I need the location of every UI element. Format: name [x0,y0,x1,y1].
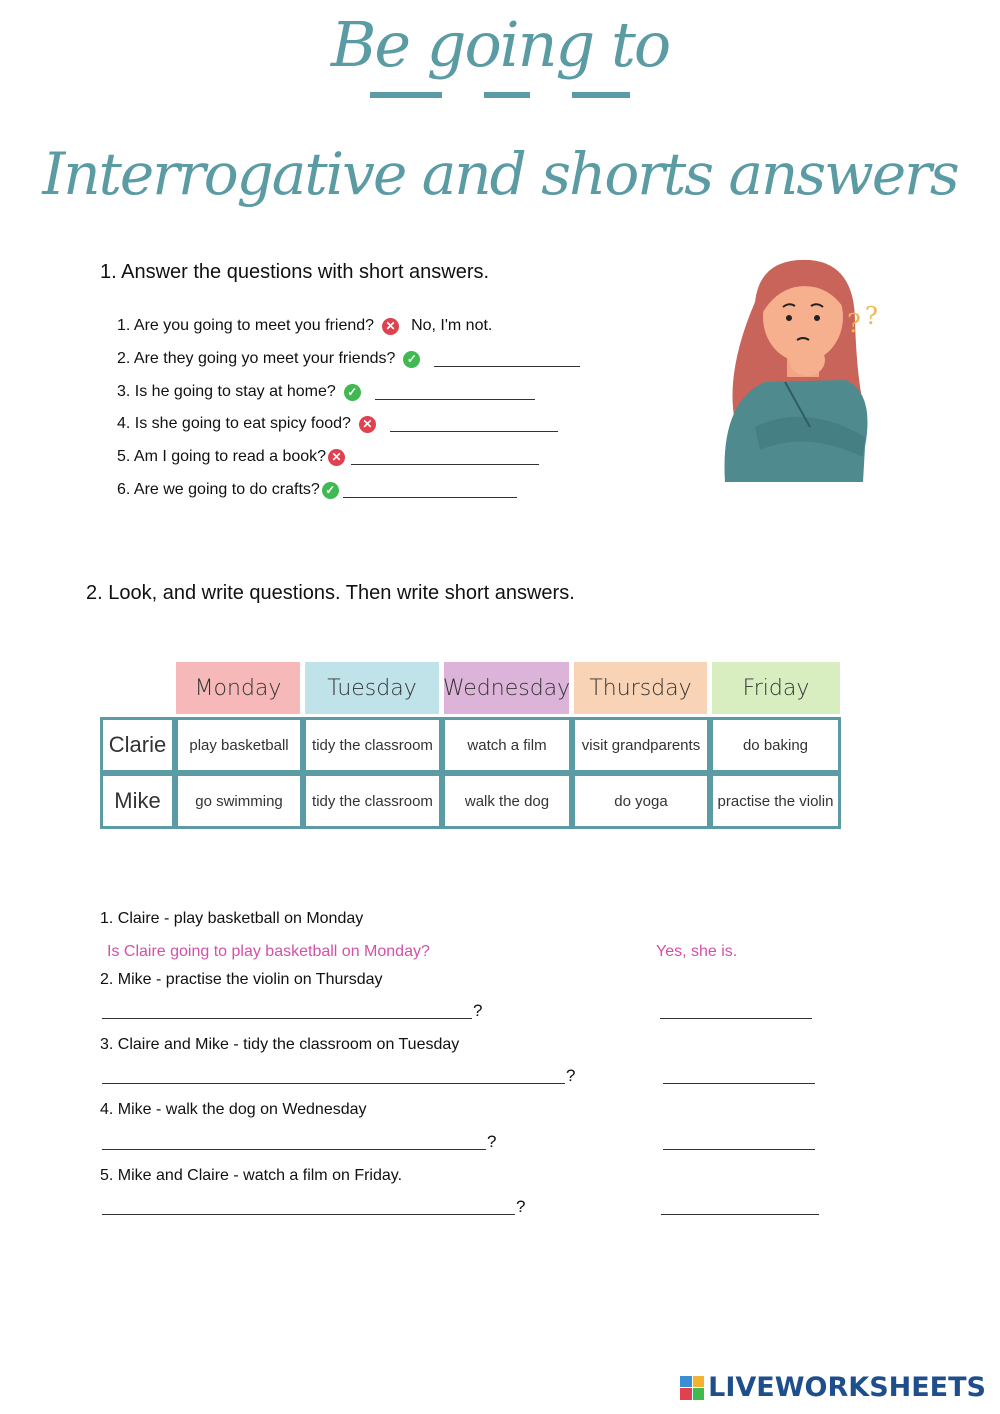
activity-cell: watch a film [442,717,572,773]
question-mark: ? [566,1066,576,1085]
question-4 [117,415,558,433]
answer-field[interactable] [663,1149,815,1150]
question-field[interactable] [102,1149,486,1150]
activity-cell: play basketball [175,717,303,773]
check-icon: ✓ [403,351,420,368]
question-field[interactable] [102,1018,472,1019]
liveworksheets-badge-icon [680,1376,704,1400]
answer-field[interactable] [343,483,517,498]
answer-field[interactable] [660,1018,812,1019]
example-question: Is Claire going to play basketball on Monday? [107,943,430,960]
cross-icon: ✕ [328,449,345,466]
question-6 [117,481,517,499]
section2-heading: 2. Look, and write questions. Then write short answers. [86,582,575,604]
prompt-1: 1. Claire - play basketball on Monday [100,910,364,927]
activity-cell: tidy the classroom [303,773,442,829]
question-text: 2. Are they going yo meet your friends? [117,350,396,367]
answer-field[interactable] [663,1083,815,1084]
question-mark: ? [516,1197,526,1216]
answer-field[interactable] [351,450,539,465]
question-text: 1. Are you going to meet you friend? [117,317,375,334]
activity-cell: practise the violin [710,773,841,829]
question-3 [117,383,535,401]
day-header-wednesday: Wednesday [444,662,569,714]
cross-icon: ✕ [382,318,399,335]
day-header-thursday: Thursday [574,662,707,714]
answer-text: No, I'm not. [411,317,493,334]
row-name-claire: Clarie [100,717,175,773]
answer-field[interactable] [661,1214,819,1215]
brand-name: LIVEWORKSHEETS [708,1372,986,1403]
row-name-mike: Mike [100,773,175,829]
activity-cell: do baking [710,717,841,773]
prompt-3: 3. Claire and Mike - tidy the classroom on Tuesday [100,1036,460,1053]
title-underline [484,92,530,98]
question-1 [117,317,492,335]
activity-cell: tidy the classroom [303,717,442,773]
question-text: 4. Is she going to eat spicy food? [117,415,351,432]
question-text: 3. Is he going to stay at home? [117,383,336,400]
example-answer: Yes, she is. [656,943,738,960]
activity-cell: walk the dog [442,773,572,829]
day-header-friday: Friday [712,662,840,714]
page-subtitle: Interrogative and shorts answers [42,140,958,208]
prompt-2: 2. Mike - practise the violin on Thursday [100,971,383,988]
cross-icon: ✕ [359,416,376,433]
question-text: 6. Are we going to do crafts? [117,481,320,498]
question-field[interactable] [102,1083,565,1084]
section1-heading: 1. Answer the questions with short answers. [100,261,490,283]
title-underline [370,92,442,98]
page-title: Be going to [330,8,670,81]
svg-text:?: ? [847,309,861,339]
thinking-girl-illustration [715,252,895,488]
check-icon: ✓ [322,482,339,499]
prompt-4: 4. Mike - walk the dog on Wednesday [100,1101,367,1118]
day-header-monday: Monday [176,662,300,714]
question-field[interactable] [102,1214,515,1215]
answer-field[interactable] [375,385,535,400]
liveworksheets-logo [680,1372,986,1403]
question-2 [117,350,580,368]
answer-field[interactable] [390,417,558,432]
prompt-5: 5. Mike and Claire - watch a film on Friday. [100,1167,403,1184]
question-mark: ? [487,1132,497,1151]
activity-cell: visit grandparents [572,717,710,773]
question-text: 5. Am I going to read a book? [117,448,327,465]
activity-cell: do yoga [572,773,710,829]
question-5 [117,448,539,466]
svg-text:?: ? [865,302,878,330]
title-underline [572,92,630,98]
day-header-tuesday: Tuesday [305,662,439,714]
answer-field[interactable] [434,352,580,367]
question-mark: ? [473,1001,483,1020]
activity-cell: go swimming [175,773,303,829]
check-icon: ✓ [344,384,361,401]
